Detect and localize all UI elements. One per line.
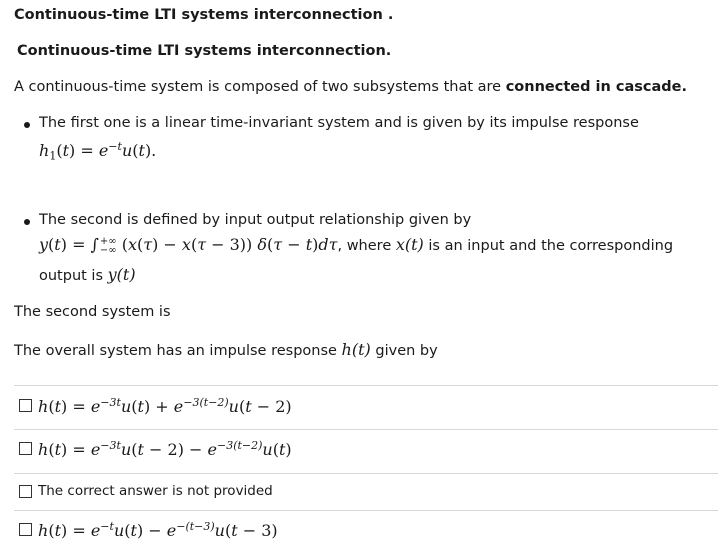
overall-before: The overall system has an impulse response bbox=[14, 343, 342, 359]
question-title: Continuous-time LTI systems interconnection . bbox=[14, 7, 394, 23]
option-3-checkbox[interactable] bbox=[19, 485, 32, 498]
question-subtitle: Continuous-time LTI systems interconnection. bbox=[17, 43, 392, 59]
where-text: , where bbox=[337, 238, 396, 254]
option-divider bbox=[14, 429, 718, 430]
option-3-label: The correct answer is not provided bbox=[38, 483, 273, 499]
y-symbol: y(t) bbox=[107, 265, 136, 284]
overall-text bbox=[14, 340, 438, 359]
bullet-dot-2 bbox=[24, 219, 30, 225]
option-1-label: $h(t) = e^{-3t}u(t) + e^{-3(t-2)}u(t - 2)$ bbox=[38, 396, 292, 416]
after-text: is an input and the corresponding bbox=[423, 238, 674, 254]
option-2-label: $h(t) = e^{-3t}u(t - 2) - e^{-3(t-2)}u(t)$ bbox=[38, 439, 292, 459]
bullet-dot-1 bbox=[24, 122, 30, 128]
integral-upper: +∞ bbox=[99, 236, 117, 247]
overall-after: given by bbox=[370, 343, 438, 359]
bullet2-output bbox=[39, 265, 136, 284]
option-divider bbox=[14, 473, 718, 474]
bullet1-text: The first one is a linear time-invariant system and is given by its impulse response bbox=[39, 115, 639, 131]
bullet2-text: The second is defined by input output relationship given by bbox=[39, 212, 472, 228]
option-divider bbox=[14, 510, 718, 511]
bullet2-equation: y(t) = ∫ +∞ −∞ (x(τ) − x(τ − 3)) δ(τ − t)dτ, where x(t) is an input and the corresponding bbox=[39, 235, 674, 256]
intro-bold: connected in cascade. bbox=[505, 79, 687, 95]
option-2[interactable] bbox=[19, 439, 292, 459]
integral-lower: −∞ bbox=[99, 245, 117, 256]
option-4[interactable] bbox=[19, 520, 278, 540]
bullet1-equation: $h_1(t) = e^{-t}u(t)$. bbox=[39, 140, 157, 163]
second-system-text: The second system is bbox=[14, 304, 171, 320]
option-1[interactable] bbox=[19, 396, 292, 416]
output-text: output is bbox=[39, 268, 108, 284]
option-3[interactable] bbox=[19, 483, 273, 499]
intro-text bbox=[14, 79, 687, 95]
option-4-label: $h(t) = e^{-t}u(t) - e^{-(t-3)}u(t - 3)$ bbox=[38, 520, 278, 540]
option-4-checkbox[interactable] bbox=[19, 523, 32, 536]
h-symbol: h(t) bbox=[341, 340, 371, 359]
option-divider bbox=[14, 385, 718, 386]
x-symbol: x(t) bbox=[395, 235, 424, 254]
option-2-checkbox[interactable] bbox=[19, 442, 32, 455]
intro-plain: A continuous-time system is composed of two subsystems that are bbox=[14, 79, 506, 95]
option-1-checkbox[interactable] bbox=[19, 399, 32, 412]
